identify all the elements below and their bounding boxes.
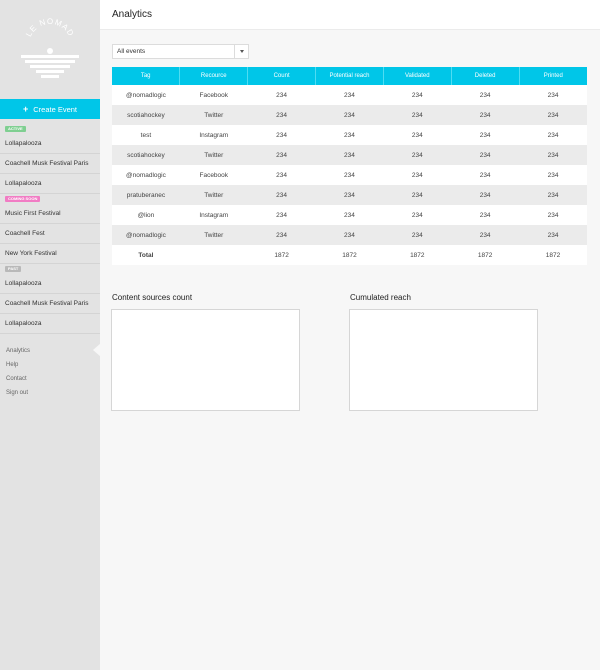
table-header-row [112,67,587,85]
active-indicator [93,343,101,357]
analytics-table [112,67,587,265]
cell-deleted: 234 [451,105,519,125]
cumulated-reach-title: Cumulated reach [350,293,411,302]
cell-count: 234 [248,165,316,185]
cell-printed: 234 [519,85,587,105]
table-row[interactable] [112,105,587,125]
column-header-validated[interactable]: Validated [383,67,451,85]
event-filter-value: All events [117,48,146,55]
cell-tag: pratuberanec [112,185,180,205]
sidebar-item-event[interactable]: Lollapalooza [0,134,100,154]
create-event-button[interactable] [0,99,100,119]
sidebar-item-event[interactable]: Coachell Fest [0,224,100,244]
cell-tag: scotiahockey [112,105,180,125]
total-cell-count: 1872 [248,245,316,265]
total-cell-potential-reach: 1872 [316,245,384,265]
page-title: Analytics [112,9,153,20]
cell-resource: Instagram [180,205,248,225]
total-cell-printed: 1872 [519,245,587,265]
cell-printed: 234 [519,165,587,185]
table-row[interactable] [112,145,587,165]
cell-count: 234 [248,145,316,165]
header [100,0,600,30]
column-header-deleted[interactable]: Deleted [451,67,519,85]
chevron-down-icon[interactable] [234,45,248,58]
cell-potential-reach: 234 [316,225,384,245]
cell-validated: 234 [383,145,451,165]
content-sources-chart [111,309,300,411]
content-sources-title: Content sources count [112,293,193,302]
status-badge-active: ACTIVE [5,126,26,132]
event-filter-select[interactable] [112,44,249,59]
cell-potential-reach: 234 [316,205,384,225]
cell-tag: @lion [112,205,180,225]
cell-tag: test [112,125,180,145]
table-total-row [112,245,587,265]
cell-count: 234 [248,85,316,105]
cell-resource: Facebook [180,85,248,105]
nav-sign-out[interactable]: Sign out [6,390,29,396]
cell-validated: 234 [383,165,451,185]
cell-deleted: 234 [451,145,519,165]
cell-tag: scotiahockey [112,145,180,165]
column-header-resource[interactable]: Recource [180,67,248,85]
cell-printed: 234 [519,205,587,225]
section-active [0,124,100,134]
nav-contact[interactable]: Contact [6,376,27,382]
logo[interactable] [0,0,100,99]
cell-validated: 234 [383,205,451,225]
sidebar-item-event[interactable]: Coachell Musk Festival Paris [0,294,100,314]
cell-printed: 234 [519,185,587,205]
total-cell-resource [180,245,248,265]
cell-count: 234 [248,125,316,145]
cell-resource: Facebook [180,165,248,185]
column-header-tag[interactable]: Tag [112,67,180,85]
cell-resource: Twitter [180,145,248,165]
cell-validated: 234 [383,225,451,245]
table-row[interactable] [112,125,587,145]
cell-count: 234 [248,185,316,205]
table-row[interactable] [112,165,587,185]
cell-validated: 234 [383,85,451,105]
cell-potential-reach: 234 [316,145,384,165]
cell-deleted: 234 [451,205,519,225]
cell-potential-reach: 234 [316,85,384,105]
sidebar-item-event[interactable]: Music First Festival [0,204,100,224]
sidebar-item-event[interactable]: New York Festival [0,244,100,264]
nav-analytics[interactable]: Analytics [6,348,31,354]
sidebar [0,0,100,670]
column-header-potential-reach[interactable]: Potential reach [316,67,384,85]
sidebar-item-event[interactable]: Coachell Musk Festival Paris [0,154,100,174]
cumulated-reach-chart [349,309,538,411]
cell-potential-reach: 234 [316,165,384,185]
cell-validated: 234 [383,105,451,125]
cell-potential-reach: 234 [316,125,384,145]
column-header-count[interactable]: Count [248,67,316,85]
cell-count: 234 [248,105,316,125]
cell-deleted: 234 [451,125,519,145]
cell-deleted: 234 [451,225,519,245]
footer-nav [0,344,100,400]
cell-count: 234 [248,205,316,225]
cell-printed: 234 [519,225,587,245]
status-badge-past: PAST [5,266,21,272]
nomad-logo-icon [17,15,83,85]
cell-potential-reach: 234 [316,105,384,125]
table-row[interactable] [112,85,587,105]
status-badge-coming-soon: COMING SOON [5,196,40,202]
cell-resource: Twitter [180,185,248,205]
table-row[interactable] [112,225,587,245]
table-row[interactable] [112,185,587,205]
sidebar-item-event[interactable]: Lollapalooza [0,274,100,294]
cell-printed: 234 [519,145,587,165]
cell-tag: @nomadlogic [112,165,180,185]
nav-help[interactable]: Help [6,362,19,368]
table-body [112,85,587,265]
cell-validated: 234 [383,185,451,205]
table-row[interactable] [112,205,587,225]
cell-tag: @nomadlogic [112,225,180,245]
total-cell-deleted: 1872 [451,245,519,265]
cell-resource: Twitter [180,105,248,125]
svg-text:LE NOMAD: LE NOMAD [24,16,76,38]
cell-resource: Twitter [180,225,248,245]
total-cell-validated: 1872 [383,245,451,265]
column-header-printed[interactable]: Printed [519,67,587,85]
cell-deleted: 234 [451,165,519,185]
cell-count: 234 [248,225,316,245]
plus-icon: + [22,104,29,114]
cell-potential-reach: 234 [316,185,384,205]
sidebar-item-event[interactable]: Lollapalooza [0,314,100,334]
section-past [0,264,100,274]
cell-printed: 234 [519,105,587,125]
sidebar-item-event[interactable]: Lollapalooza [0,174,100,194]
cell-validated: 234 [383,125,451,145]
cell-deleted: 234 [451,85,519,105]
create-event-label: Create Event [33,104,78,114]
cell-resource: Instagram [180,125,248,145]
total-cell-tag: Total [112,245,180,265]
cell-deleted: 234 [451,185,519,205]
cell-printed: 234 [519,125,587,145]
section-coming-soon [0,194,100,204]
event-list [0,119,100,334]
cell-tag: @nomadlogic [112,85,180,105]
